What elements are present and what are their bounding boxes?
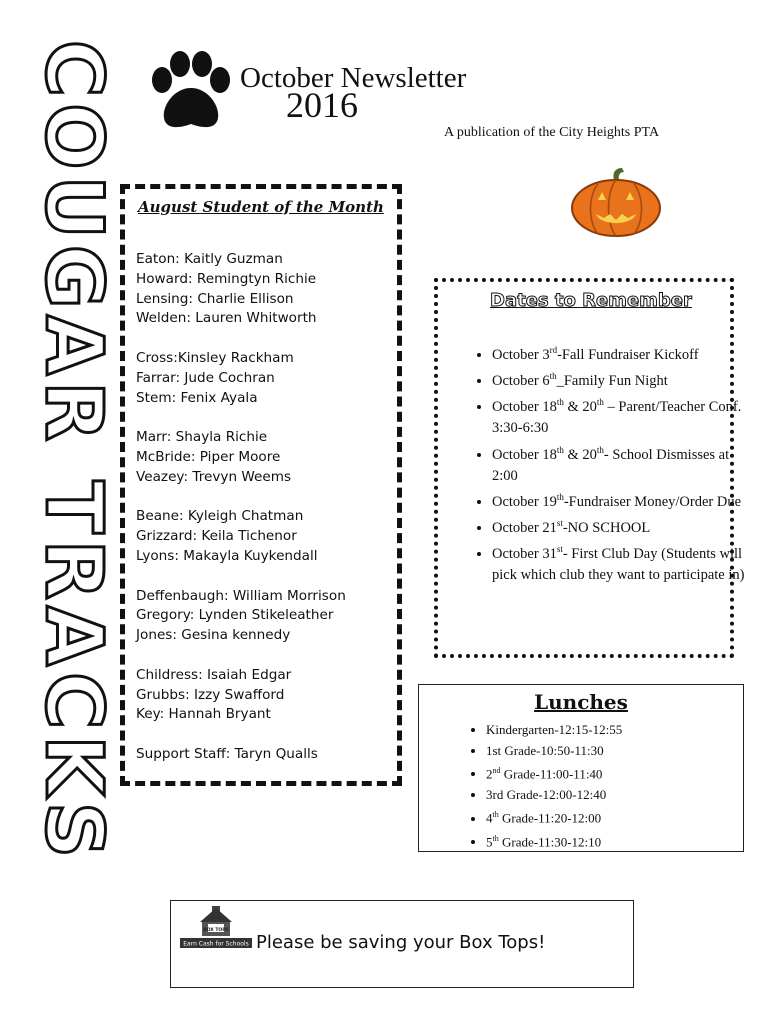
student-entry: McBride: Piper Moore: [136, 448, 281, 465]
date-item: [492, 392, 754, 439]
date-item: [492, 340, 754, 366]
boxtops-logo-top: BOX TOPS: [203, 928, 229, 933]
item-text: – Parent/Teacher Conf. 3:30-6:30: [492, 399, 742, 437]
student-entry: Lyons: Makayla Kuykendall: [136, 547, 318, 564]
item-text: - School Dismisses at 2:00: [492, 446, 730, 484]
item-text: 2: [486, 766, 493, 782]
newsletter-subtitle: A publication of the City Heights PTA: [444, 125, 660, 140]
item-ordinal: th: [556, 444, 564, 455]
student-group: [136, 428, 398, 487]
item-ordinal: th: [596, 444, 604, 455]
student-group: [136, 507, 398, 566]
item-text: - First Club Day (Students will pick which club they want to participate in): [492, 546, 745, 584]
item-text: 5: [486, 834, 493, 850]
student-entry: Beane: Kyleigh Chatman: [136, 508, 304, 525]
student-entry: Veazey: Trevyn Weems: [136, 468, 292, 485]
student-entry: Farrar: Jude Cochran: [136, 369, 275, 386]
dates-list: [466, 340, 754, 587]
student-group: [136, 349, 398, 408]
item-ordinal: th: [556, 492, 564, 503]
lunches-heading: Lunches: [534, 690, 628, 714]
item-ordinal: th: [556, 397, 564, 408]
lunch-item: [486, 761, 756, 785]
student-entry: Deffenbaugh: William Morrison: [136, 587, 346, 604]
item-ordinal: rd: [549, 345, 558, 355]
student-entry: Marr: Shayla Richie: [136, 429, 268, 446]
date-item: [492, 539, 754, 586]
item-text: Grade-11:30-12:10: [498, 834, 602, 850]
paw-print-icon: [148, 50, 234, 134]
student-group: [136, 666, 398, 725]
student-entry: Howard: Remingtyn Richie: [136, 270, 317, 287]
item-text: October 18: [492, 446, 557, 463]
dates-heading: Dates to Remember: [490, 290, 692, 311]
item-text: October 6: [492, 372, 550, 389]
item-text: 1st Grade-10:50-11:30: [486, 742, 604, 758]
item-ordinal: th: [492, 810, 499, 820]
item-ordinal: th: [492, 834, 499, 844]
student-entry: Eaton: Kaitly Guzman: [136, 251, 283, 267]
item-text: & 20: [563, 446, 597, 463]
student-entry: Jones: Gesina kennedy: [136, 627, 291, 644]
lunch-item: [486, 785, 756, 806]
item-text: -Fundraiser Money/Order Due: [563, 493, 742, 510]
date-item: [492, 513, 754, 539]
student-entry: Grubbs: Izzy Swafford: [136, 686, 285, 703]
item-text: October 3: [492, 346, 550, 363]
student-of-month-list: [136, 250, 398, 785]
item-ordinal: st: [556, 544, 563, 555]
item-ordinal: th: [549, 371, 557, 382]
item-text: -NO SCHOOL: [562, 520, 651, 537]
item-text: October 18: [492, 399, 557, 416]
item-ordinal: st: [556, 518, 563, 529]
student-entry: Childress: Isaiah Edgar: [136, 666, 292, 683]
boxtops-logo-bottom: Earn Cash for Schools: [183, 940, 249, 948]
item-text: Grade-11:00-11:40: [500, 766, 603, 782]
student-entry: Grizzard: Keila Tichenor: [136, 528, 297, 545]
date-item: [492, 487, 754, 513]
item-ordinal: th: [596, 397, 604, 408]
student-group: [136, 745, 398, 765]
lunch-item: [486, 720, 756, 741]
item-text: & 20: [563, 399, 597, 416]
item-text: -Fall Fundraiser Kickoff: [557, 346, 699, 363]
student-entry: Welden: Lauren Whitworth: [136, 310, 317, 327]
student-of-month-heading: August Student of the Month: [138, 198, 384, 216]
schoolhouse-icon: [178, 904, 254, 954]
student-entry: Lensing: Charlie Ellison: [136, 290, 294, 307]
lunch-item: [486, 805, 756, 829]
item-text: Kindergarten-12:15-12:55: [486, 722, 623, 737]
student-group: [136, 587, 398, 646]
jack-o-lantern-icon: [568, 166, 664, 238]
lunch-item: [486, 741, 756, 762]
student-entry: Stem: Fenix Ayala: [136, 389, 258, 406]
item-text: 4: [486, 810, 493, 826]
student-entry: Key: Hannah Bryant: [136, 706, 271, 723]
item-text: _Family Fun Night: [556, 372, 668, 389]
lunch-item: [486, 829, 756, 853]
student-group: [136, 250, 398, 329]
item-text: October 31: [492, 546, 557, 563]
item-text: 3rd Grade-12:00-12:40: [486, 786, 607, 802]
boxtops-message: Please be saving your Box Tops!: [256, 932, 546, 953]
newsletter-title: October Newsletter: [240, 62, 467, 94]
vertical-title: COUGAR TRACKS: [28, 40, 118, 864]
lunches-list: [460, 720, 756, 853]
student-entry: Cross:Kinsley Rackham: [136, 349, 294, 366]
item-ordinal: nd: [492, 766, 501, 775]
student-entry: Support Staff: Taryn Qualls: [136, 745, 318, 762]
date-item: [492, 366, 754, 392]
item-text: October 19: [492, 493, 557, 510]
item-text: Grade-11:20-12:00: [498, 810, 602, 826]
item-text: October 21: [492, 520, 557, 537]
date-item: [492, 440, 754, 487]
newsletter-year: 2016: [286, 85, 358, 125]
student-entry: Gregory: Lynden Stikeleather: [136, 607, 334, 624]
